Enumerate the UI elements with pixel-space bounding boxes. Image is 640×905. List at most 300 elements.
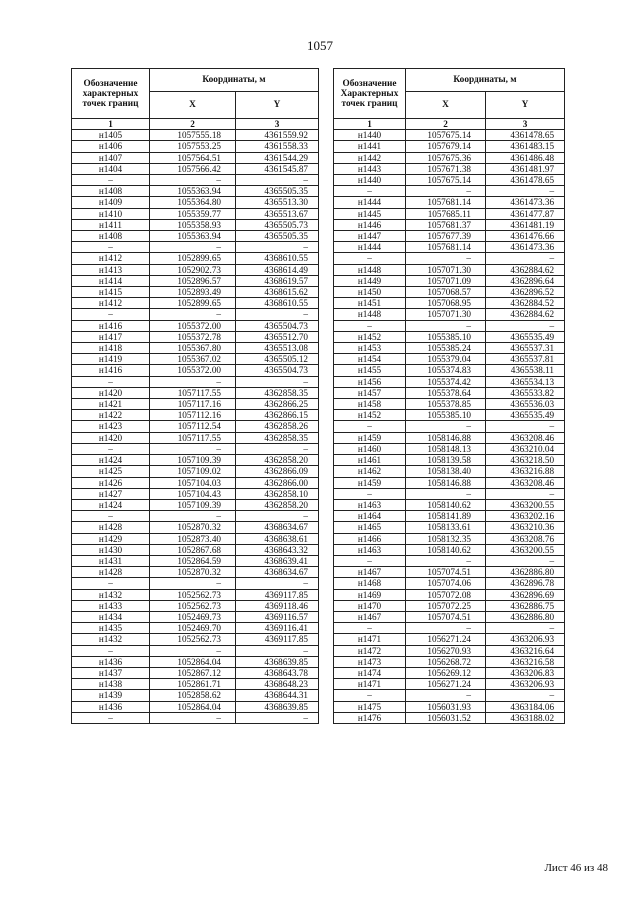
column-number: 1	[72, 119, 150, 130]
y-coordinate-cell: 4362858.20	[236, 499, 319, 510]
x-coordinate-cell: 1058139.58	[406, 455, 486, 466]
point-id-cell: н1475	[334, 701, 406, 712]
y-coordinate-cell: 4361486.48	[486, 152, 565, 163]
table-row	[334, 264, 565, 275]
point-id-cell: н1437	[72, 667, 150, 678]
point-id-cell: н1420	[72, 432, 150, 443]
table-row	[334, 186, 565, 197]
point-id-cell: н1447	[334, 231, 406, 242]
y-coordinate-cell: 4361473.36	[486, 242, 565, 253]
x-coordinate-cell: 1055358.93	[150, 219, 236, 230]
table-row	[72, 443, 319, 454]
point-id-cell: н1436	[72, 701, 150, 712]
x-coordinate-cell: –	[406, 690, 486, 701]
x-coordinate-cell: 1057074.51	[406, 611, 486, 622]
table-row	[334, 600, 565, 611]
y-coordinate-cell: 4361544.29	[236, 152, 319, 163]
table-row	[334, 421, 565, 432]
point-id-cell: –	[72, 511, 150, 522]
x-coordinate-cell: –	[150, 443, 236, 454]
point-id-cell: н1434	[72, 611, 150, 622]
point-id-cell: н1408	[72, 186, 150, 197]
y-coordinate-cell: 4365537.81	[486, 354, 565, 365]
y-coordinate-cell: 4369117.85	[236, 589, 319, 600]
table-row	[334, 443, 565, 454]
x-coordinate-cell: 1057071.30	[406, 264, 486, 275]
point-id-cell: н1429	[72, 533, 150, 544]
x-coordinate-cell: 1057677.39	[406, 231, 486, 242]
x-coordinate-cell: 1056031.93	[406, 701, 486, 712]
x-coordinate-cell: –	[150, 309, 236, 320]
header-point-designation: Обозначение Характерных точек границ	[334, 69, 406, 119]
table-body-right	[334, 130, 565, 724]
point-id-cell: н1424	[72, 455, 150, 466]
point-id-cell: н1448	[334, 264, 406, 275]
x-coordinate-cell: 1057675.14	[406, 175, 486, 186]
point-id-cell: н1476	[334, 712, 406, 723]
y-coordinate-cell: 4361477.87	[486, 208, 565, 219]
x-coordinate-cell: 1052893.49	[150, 287, 236, 298]
x-coordinate-cell: 1057068.95	[406, 298, 486, 309]
table-row	[334, 298, 565, 309]
y-coordinate-cell: 4361481.97	[486, 163, 565, 174]
point-id-cell: –	[72, 376, 150, 387]
point-id-cell: –	[72, 712, 150, 723]
y-coordinate-cell: 4363216.88	[486, 466, 565, 477]
table-row	[334, 130, 565, 141]
header-x: X	[406, 92, 486, 119]
point-id-cell: н1467	[334, 611, 406, 622]
table-row	[72, 690, 319, 701]
x-coordinate-cell: –	[406, 320, 486, 331]
y-coordinate-cell: 4368644.31	[236, 690, 319, 701]
point-id-cell: н1457	[334, 387, 406, 398]
table-row	[334, 645, 565, 656]
y-coordinate-cell: 4362896.64	[486, 275, 565, 286]
x-coordinate-cell: 1057074.06	[406, 578, 486, 589]
point-id-cell: н1468	[334, 578, 406, 589]
point-id-cell: н1448	[334, 309, 406, 320]
x-coordinate-cell: 1055385.24	[406, 343, 486, 354]
x-coordinate-cell: 1055364.80	[150, 197, 236, 208]
x-coordinate-cell: –	[150, 712, 236, 723]
x-coordinate-cell: 1057109.02	[150, 466, 236, 477]
y-coordinate-cell: 4361481.19	[486, 219, 565, 230]
y-coordinate-cell: 4362884.62	[486, 309, 565, 320]
table-row	[72, 488, 319, 499]
x-coordinate-cell: 1052864.04	[150, 701, 236, 712]
y-coordinate-cell: 4365505.35	[236, 186, 319, 197]
table-row	[334, 477, 565, 488]
table-row	[334, 578, 565, 589]
point-id-cell: –	[334, 186, 406, 197]
x-coordinate-cell: 1052902.73	[150, 264, 236, 275]
table-row	[334, 499, 565, 510]
x-coordinate-cell: 1052864.59	[150, 555, 236, 566]
table-row	[334, 287, 565, 298]
point-id-cell: –	[72, 309, 150, 320]
table-row	[72, 421, 319, 432]
y-coordinate-cell: 4363208.76	[486, 533, 565, 544]
y-coordinate-cell: 4362866.25	[236, 399, 319, 410]
table-row	[334, 656, 565, 667]
y-coordinate-cell: 4362866.15	[236, 410, 319, 421]
table-row	[334, 466, 565, 477]
y-coordinate-cell: –	[486, 690, 565, 701]
x-coordinate-cell: –	[406, 623, 486, 634]
x-coordinate-cell: 1055363.94	[150, 186, 236, 197]
y-coordinate-cell: 4368638.61	[236, 533, 319, 544]
table-row	[334, 667, 565, 678]
y-coordinate-cell: 4368639.41	[236, 555, 319, 566]
table-row	[72, 343, 319, 354]
x-coordinate-cell: 1052867.12	[150, 667, 236, 678]
x-coordinate-cell: 1057068.57	[406, 287, 486, 298]
point-id-cell: н1441	[334, 141, 406, 152]
x-coordinate-cell: 1058141.89	[406, 511, 486, 522]
x-coordinate-cell: 1057681.14	[406, 197, 486, 208]
table-row	[334, 141, 565, 152]
y-coordinate-cell: 4361478.65	[486, 175, 565, 186]
y-coordinate-cell: 4368619.57	[236, 275, 319, 286]
x-coordinate-cell: 1052870.32	[150, 522, 236, 533]
y-coordinate-cell: –	[486, 555, 565, 566]
table-row	[72, 253, 319, 264]
point-id-cell: н1443	[334, 163, 406, 174]
y-coordinate-cell: 4362896.78	[486, 578, 565, 589]
point-id-cell: н1422	[72, 410, 150, 421]
y-coordinate-cell: –	[236, 376, 319, 387]
table-row	[334, 231, 565, 242]
x-coordinate-cell: 1055385.10	[406, 410, 486, 421]
x-coordinate-cell: 1052867.68	[150, 544, 236, 555]
point-id-cell: н1461	[334, 455, 406, 466]
x-coordinate-cell: 1055372.00	[150, 320, 236, 331]
table-row	[334, 432, 565, 443]
y-coordinate-cell: 4369116.57	[236, 611, 319, 622]
y-coordinate-cell: 4363216.64	[486, 645, 565, 656]
table-row	[72, 600, 319, 611]
point-id-cell: н1418	[72, 343, 150, 354]
x-coordinate-cell: 1052469.70	[150, 623, 236, 634]
point-id-cell: н1463	[334, 544, 406, 555]
x-coordinate-cell: 1057109.39	[150, 499, 236, 510]
table-row	[334, 455, 565, 466]
table-row	[334, 354, 565, 365]
x-coordinate-cell: 1052899.65	[150, 253, 236, 264]
point-id-cell: н1430	[72, 544, 150, 555]
point-id-cell: –	[334, 488, 406, 499]
table-row	[72, 376, 319, 387]
x-coordinate-cell: –	[150, 242, 236, 253]
coordinates-table-left	[71, 68, 319, 724]
point-id-cell: –	[72, 242, 150, 253]
x-coordinate-cell: 1052562.73	[150, 600, 236, 611]
x-coordinate-cell: –	[406, 253, 486, 264]
point-id-cell: н1421	[72, 399, 150, 410]
y-coordinate-cell: 4365505.35	[236, 231, 319, 242]
y-coordinate-cell: 4362858.26	[236, 421, 319, 432]
x-coordinate-cell: 1052896.57	[150, 275, 236, 286]
point-id-cell: н1408	[72, 231, 150, 242]
x-coordinate-cell: 1057112.54	[150, 421, 236, 432]
x-coordinate-cell: 1055359.77	[150, 208, 236, 219]
table-row	[334, 208, 565, 219]
x-coordinate-cell: 1057072.08	[406, 589, 486, 600]
table-row	[334, 253, 565, 264]
y-coordinate-cell: 4368614.49	[236, 264, 319, 275]
page-number: 1057	[307, 38, 333, 53]
table-row	[72, 533, 319, 544]
y-coordinate-cell: –	[236, 309, 319, 320]
table-row	[334, 634, 565, 645]
x-coordinate-cell: 1055372.78	[150, 331, 236, 342]
table-row	[334, 567, 565, 578]
x-coordinate-cell: –	[150, 511, 236, 522]
header-x: X	[150, 92, 236, 119]
point-id-cell: н1432	[72, 634, 150, 645]
x-coordinate-cell: 1055367.02	[150, 354, 236, 365]
x-coordinate-cell: 1056271.24	[406, 634, 486, 645]
y-coordinate-cell: 4363210.36	[486, 522, 565, 533]
table-row	[72, 455, 319, 466]
x-coordinate-cell: –	[406, 186, 486, 197]
y-coordinate-cell: 4369116.41	[236, 623, 319, 634]
point-id-cell: –	[72, 578, 150, 589]
point-id-cell: н1431	[72, 555, 150, 566]
column-number: 3	[486, 119, 565, 130]
x-coordinate-cell: 1052870.32	[150, 567, 236, 578]
y-coordinate-cell: 4361473.36	[486, 197, 565, 208]
x-coordinate-cell: 1052858.62	[150, 690, 236, 701]
table-row	[72, 275, 319, 286]
coordinates-tables	[71, 68, 563, 724]
y-coordinate-cell: 4365504.73	[236, 365, 319, 376]
y-coordinate-cell: 4365535.49	[486, 410, 565, 421]
point-id-cell: н1464	[334, 511, 406, 522]
point-id-cell: н1446	[334, 219, 406, 230]
point-id-cell: н1450	[334, 287, 406, 298]
point-id-cell: н1410	[72, 208, 150, 219]
x-coordinate-cell: 1055372.00	[150, 365, 236, 376]
y-coordinate-cell: –	[236, 712, 319, 723]
table-row	[334, 690, 565, 701]
x-coordinate-cell: 1052562.73	[150, 634, 236, 645]
table-row	[72, 410, 319, 421]
x-coordinate-cell: 1055367.80	[150, 343, 236, 354]
table-row	[334, 522, 565, 533]
table-row	[334, 320, 565, 331]
y-coordinate-cell: 4365513.30	[236, 197, 319, 208]
table-row	[72, 320, 319, 331]
header-y: Y	[236, 92, 319, 119]
point-id-cell: –	[334, 253, 406, 264]
x-coordinate-cell: 1057675.36	[406, 152, 486, 163]
y-coordinate-cell: –	[486, 421, 565, 432]
header-coordinates: Координаты, м	[406, 69, 565, 92]
x-coordinate-cell: –	[406, 555, 486, 566]
table-row	[72, 331, 319, 342]
point-id-cell: н1473	[334, 656, 406, 667]
point-id-cell: н1417	[72, 331, 150, 342]
point-id-cell: н1406	[72, 141, 150, 152]
x-coordinate-cell: 1055385.10	[406, 331, 486, 342]
point-id-cell: н1462	[334, 466, 406, 477]
sheet-counter: Лист 46 из 48	[544, 862, 608, 874]
table-row	[72, 141, 319, 152]
x-coordinate-cell: –	[406, 488, 486, 499]
x-coordinate-cell: 1057555.18	[150, 130, 236, 141]
y-coordinate-cell: 4361478.65	[486, 130, 565, 141]
point-id-cell: н1445	[334, 208, 406, 219]
x-coordinate-cell: 1052899.65	[150, 298, 236, 309]
table-row	[334, 163, 565, 174]
point-id-cell: н1463	[334, 499, 406, 510]
point-id-cell: –	[334, 555, 406, 566]
x-coordinate-cell: 1058132.35	[406, 533, 486, 544]
table-row	[334, 712, 565, 723]
y-coordinate-cell: –	[486, 488, 565, 499]
point-id-cell: н1452	[334, 410, 406, 421]
point-id-cell: н1452	[334, 331, 406, 342]
x-coordinate-cell: 1055378.64	[406, 387, 486, 398]
table-row	[334, 589, 565, 600]
table-row	[334, 242, 565, 253]
table-row	[334, 611, 565, 622]
y-coordinate-cell: 4369117.85	[236, 634, 319, 645]
point-id-cell: н1471	[334, 634, 406, 645]
x-coordinate-cell: –	[150, 376, 236, 387]
table-row	[72, 511, 319, 522]
y-coordinate-cell: 4365505.12	[236, 354, 319, 365]
x-coordinate-cell: 1052562.73	[150, 589, 236, 600]
table-row	[72, 432, 319, 443]
point-id-cell: н1459	[334, 432, 406, 443]
x-coordinate-cell: 1057675.14	[406, 130, 486, 141]
x-coordinate-cell: 1057566.42	[150, 163, 236, 174]
table-row	[72, 130, 319, 141]
point-id-cell: н1440	[334, 130, 406, 141]
point-id-cell: н1444	[334, 197, 406, 208]
point-id-cell: н1425	[72, 466, 150, 477]
table-row	[72, 264, 319, 275]
point-id-cell: н1424	[72, 499, 150, 510]
point-id-cell: –	[334, 421, 406, 432]
x-coordinate-cell: 1057117.55	[150, 432, 236, 443]
table-row	[72, 309, 319, 320]
point-id-cell: н1436	[72, 656, 150, 667]
y-coordinate-cell: 4361545.87	[236, 163, 319, 174]
point-id-cell: –	[72, 443, 150, 454]
y-coordinate-cell: 4368639.85	[236, 701, 319, 712]
column-number: 1	[334, 119, 406, 130]
point-id-cell: н1404	[72, 163, 150, 174]
table-row	[72, 163, 319, 174]
table-row	[72, 387, 319, 398]
table-row	[72, 656, 319, 667]
point-id-cell: н1433	[72, 600, 150, 611]
table-row	[334, 343, 565, 354]
x-coordinate-cell: 1056270.93	[406, 645, 486, 656]
y-coordinate-cell: 4368648.23	[236, 679, 319, 690]
table-row	[72, 231, 319, 242]
y-coordinate-cell: 4361483.15	[486, 141, 565, 152]
table-row	[72, 354, 319, 365]
point-id-cell: н1419	[72, 354, 150, 365]
point-id-cell: –	[334, 690, 406, 701]
point-id-cell: н1412	[72, 253, 150, 264]
point-id-cell: н1420	[72, 387, 150, 398]
y-coordinate-cell: 4363210.04	[486, 443, 565, 454]
point-id-cell: н1409	[72, 197, 150, 208]
table-row	[334, 701, 565, 712]
table-row	[72, 623, 319, 634]
x-coordinate-cell: 1055378.85	[406, 399, 486, 410]
point-id-cell: –	[334, 623, 406, 634]
y-coordinate-cell: 4362858.35	[236, 387, 319, 398]
table-row	[334, 555, 565, 566]
y-coordinate-cell: –	[486, 186, 565, 197]
x-coordinate-cell: 1057685.11	[406, 208, 486, 219]
y-coordinate-cell: 4363206.93	[486, 679, 565, 690]
point-id-cell: –	[72, 645, 150, 656]
x-coordinate-cell: 1057564.51	[150, 152, 236, 163]
table-row	[72, 522, 319, 533]
point-id-cell: н1432	[72, 589, 150, 600]
point-id-cell: н1469	[334, 589, 406, 600]
table-row	[72, 175, 319, 186]
x-coordinate-cell: 1058148.13	[406, 443, 486, 454]
y-coordinate-cell: –	[486, 623, 565, 634]
point-id-cell: н1456	[334, 376, 406, 387]
y-coordinate-cell: –	[236, 511, 319, 522]
x-coordinate-cell: –	[150, 645, 236, 656]
x-coordinate-cell: 1055374.83	[406, 365, 486, 376]
point-id-cell: н1460	[334, 443, 406, 454]
table-row	[334, 219, 565, 230]
point-id-cell: н1416	[72, 365, 150, 376]
point-id-cell: н1438	[72, 679, 150, 690]
y-coordinate-cell: 4365536.03	[486, 399, 565, 410]
point-id-cell: н1427	[72, 488, 150, 499]
point-id-cell: н1451	[334, 298, 406, 309]
table-row	[72, 611, 319, 622]
point-id-cell: н1474	[334, 667, 406, 678]
header-point-designation: Обозначение характерных точек границ	[72, 69, 150, 119]
y-coordinate-cell: 4362858.20	[236, 455, 319, 466]
x-coordinate-cell: –	[406, 421, 486, 432]
point-id-cell: н1426	[72, 477, 150, 488]
point-id-cell: н1470	[334, 600, 406, 611]
point-id-cell: н1444	[334, 242, 406, 253]
point-id-cell: н1423	[72, 421, 150, 432]
x-coordinate-cell: 1057117.16	[150, 399, 236, 410]
table-row	[334, 152, 565, 163]
point-id-cell: н1466	[334, 533, 406, 544]
point-id-cell: н1416	[72, 320, 150, 331]
y-coordinate-cell: 4368639.85	[236, 656, 319, 667]
point-id-cell: н1465	[334, 522, 406, 533]
table-row	[72, 567, 319, 578]
x-coordinate-cell: 1058146.88	[406, 477, 486, 488]
point-id-cell: н1435	[72, 623, 150, 634]
table-row	[334, 365, 565, 376]
table-row	[72, 197, 319, 208]
y-coordinate-cell: 4363216.58	[486, 656, 565, 667]
table-row	[334, 376, 565, 387]
y-coordinate-cell: 4365535.49	[486, 331, 565, 342]
y-coordinate-cell: 4363202.16	[486, 511, 565, 522]
